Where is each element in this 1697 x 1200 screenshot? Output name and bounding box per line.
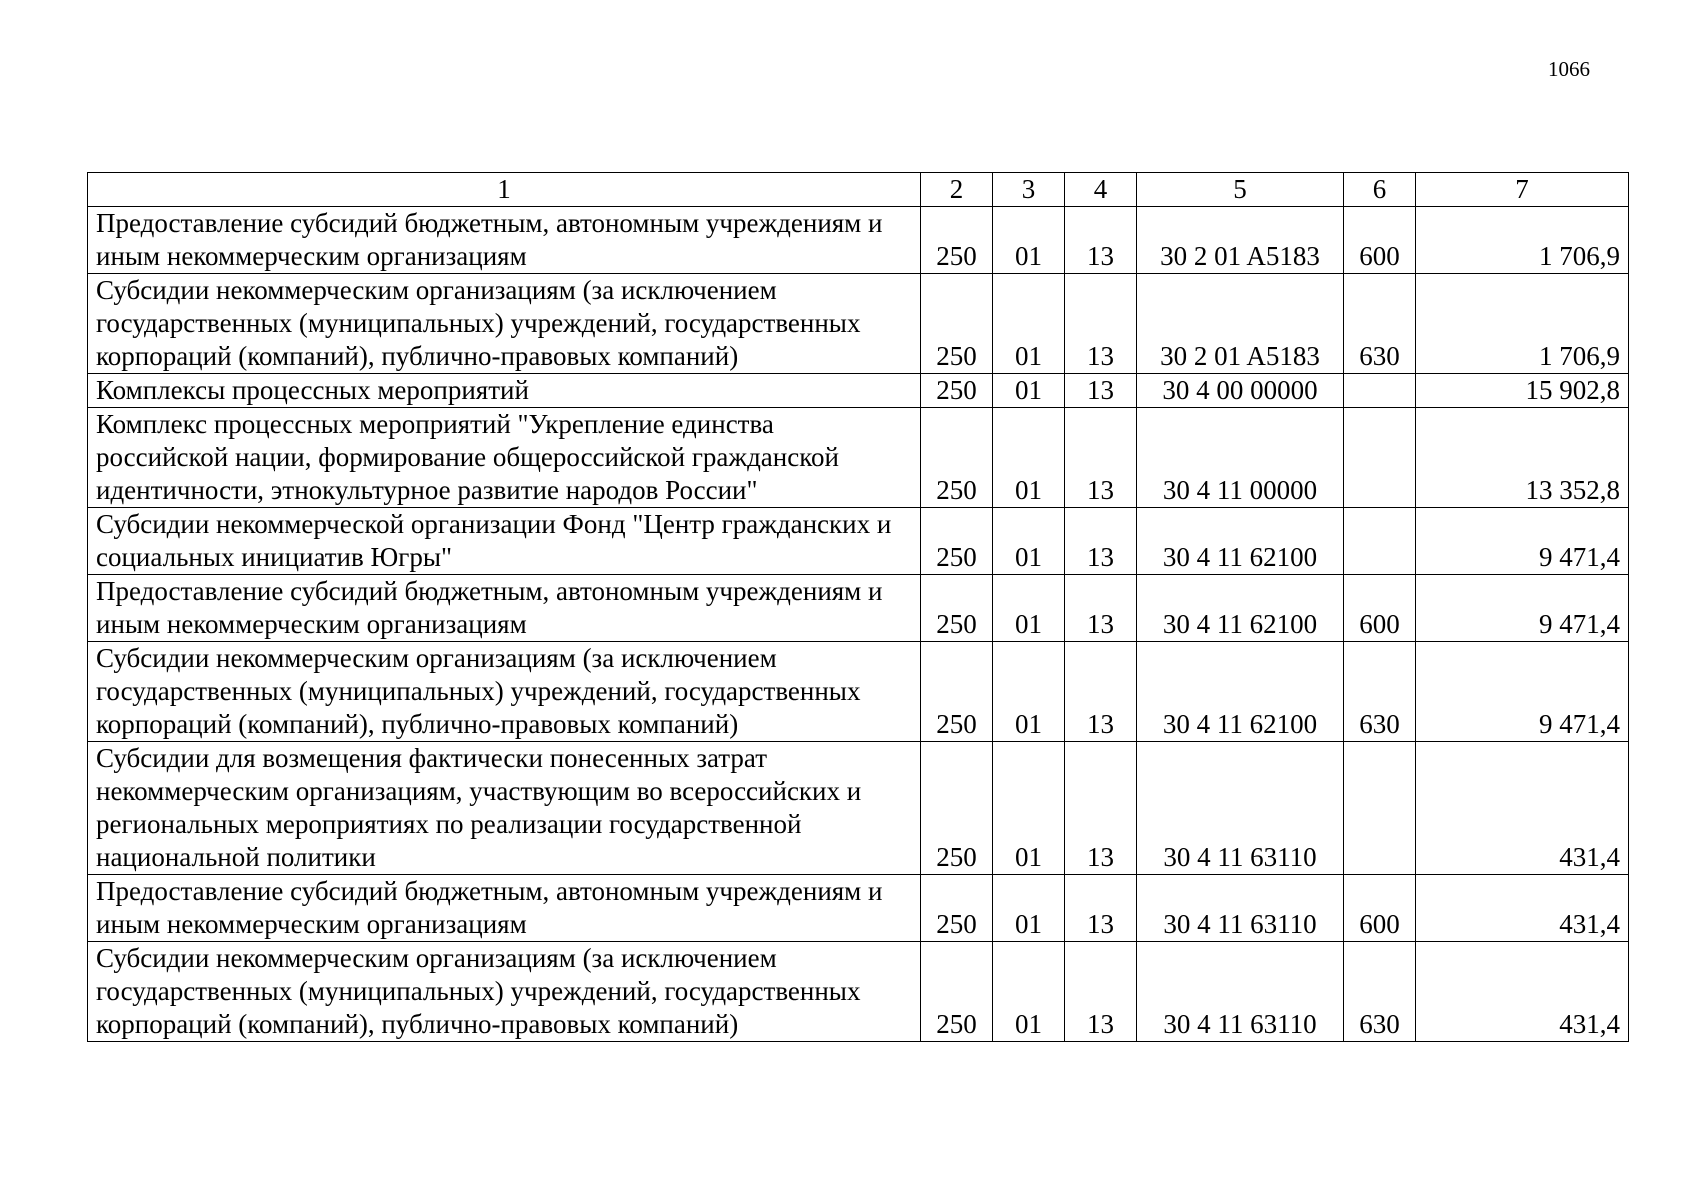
expense-type-code xyxy=(1344,374,1416,408)
podrazdel-code: 13 xyxy=(1065,942,1137,1042)
target-article-code: 30 2 01 A5183 xyxy=(1137,274,1344,374)
amount: 431,4 xyxy=(1416,875,1629,942)
amount: 9 471,4 xyxy=(1416,575,1629,642)
expense-type-code: 630 xyxy=(1344,942,1416,1042)
glava-code: 250 xyxy=(921,942,993,1042)
amount: 13 352,8 xyxy=(1416,408,1629,508)
glava-code: 250 xyxy=(921,642,993,742)
expense-type-code: 600 xyxy=(1344,875,1416,942)
target-article-code: 30 4 11 62100 xyxy=(1137,642,1344,742)
table-row xyxy=(88,274,1629,374)
expense-type-code: 630 xyxy=(1344,642,1416,742)
amount: 431,4 xyxy=(1416,942,1629,1042)
header-cell: 3 xyxy=(993,173,1065,207)
table-row xyxy=(88,875,1629,942)
table-row xyxy=(88,508,1629,575)
item-name: Комплексы процессных мероприятий xyxy=(88,374,921,408)
expense-type-code xyxy=(1344,408,1416,508)
table-row xyxy=(88,742,1629,875)
razdel-code: 01 xyxy=(993,374,1065,408)
razdel-code: 01 xyxy=(993,942,1065,1042)
razdel-code: 01 xyxy=(993,508,1065,575)
table-header-row xyxy=(88,173,1629,207)
razdel-code: 01 xyxy=(993,875,1065,942)
podrazdel-code: 13 xyxy=(1065,742,1137,875)
expense-type-code: 630 xyxy=(1344,274,1416,374)
table-row xyxy=(88,374,1629,408)
glava-code: 250 xyxy=(921,508,993,575)
glava-code: 250 xyxy=(921,575,993,642)
page-number: 1066 xyxy=(1548,57,1590,81)
header-cell: 6 xyxy=(1344,173,1416,207)
amount: 431,4 xyxy=(1416,742,1629,875)
glava-code: 250 xyxy=(921,875,993,942)
podrazdel-code: 13 xyxy=(1065,575,1137,642)
podrazdel-code: 13 xyxy=(1065,207,1137,274)
item-name: Субсидии некоммерческим организациям (за исключением государственных (муниципальных) учреждений, государственных корпораций (компаний), публично-правовых компаний) xyxy=(88,942,921,1042)
glava-code: 250 xyxy=(921,408,993,508)
target-article-code: 30 4 11 62100 xyxy=(1137,575,1344,642)
podrazdel-code: 13 xyxy=(1065,408,1137,508)
table-row xyxy=(88,642,1629,742)
item-name: Предоставление субсидий бюджетным, автономным учреждениям и иным некоммерческим организациям xyxy=(88,875,921,942)
glava-code: 250 xyxy=(921,274,993,374)
header-cell: 2 xyxy=(921,173,993,207)
glava-code: 250 xyxy=(921,374,993,408)
amount: 9 471,4 xyxy=(1416,508,1629,575)
target-article-code: 30 4 11 63110 xyxy=(1137,942,1344,1042)
expense-type-code xyxy=(1344,508,1416,575)
glava-code: 250 xyxy=(921,207,993,274)
razdel-code: 01 xyxy=(993,408,1065,508)
item-name: Субсидии для возмещения фактически понесенных затрат некоммерческим организациям, участвующим во всероссийских и региональных мероприятиях по реализации государственной национальной политики xyxy=(88,742,921,875)
podrazdel-code: 13 xyxy=(1065,374,1137,408)
expense-type-code: 600 xyxy=(1344,575,1416,642)
target-article-code: 30 4 11 63110 xyxy=(1137,742,1344,875)
item-name: Субсидии некоммерческим организациям (за исключением государственных (муниципальных) учреждений, государственных корпораций (компаний), публично-правовых компаний) xyxy=(88,274,921,374)
podrazdel-code: 13 xyxy=(1065,642,1137,742)
item-name: Субсидии некоммерческим организациям (за исключением государственных (муниципальных) учреждений, государственных корпораций (компаний), публично-правовых компаний) xyxy=(88,642,921,742)
amount: 9 471,4 xyxy=(1416,642,1629,742)
budget-table xyxy=(87,172,1629,1042)
header-cell: 7 xyxy=(1416,173,1629,207)
razdel-code: 01 xyxy=(993,207,1065,274)
expense-type-code: 600 xyxy=(1344,207,1416,274)
target-article-code: 30 4 11 63110 xyxy=(1137,875,1344,942)
glava-code: 250 xyxy=(921,742,993,875)
item-name: Предоставление субсидий бюджетным, автономным учреждениям и иным некоммерческим организациям xyxy=(88,575,921,642)
razdel-code: 01 xyxy=(993,575,1065,642)
table-row xyxy=(88,575,1629,642)
razdel-code: 01 xyxy=(993,642,1065,742)
podrazdel-code: 13 xyxy=(1065,875,1137,942)
podrazdel-code: 13 xyxy=(1065,508,1137,575)
amount: 1 706,9 xyxy=(1416,207,1629,274)
table-row xyxy=(88,408,1629,508)
table-row xyxy=(88,207,1629,274)
amount: 1 706,9 xyxy=(1416,274,1629,374)
target-article-code: 30 2 01 A5183 xyxy=(1137,207,1344,274)
podrazdel-code: 13 xyxy=(1065,274,1137,374)
item-name: Субсидии некоммерческой организации Фонд "Центр гражданских и социальных инициатив Югры" xyxy=(88,508,921,575)
target-article-code: 30 4 11 00000 xyxy=(1137,408,1344,508)
expense-type-code xyxy=(1344,742,1416,875)
razdel-code: 01 xyxy=(993,742,1065,875)
header-cell: 1 xyxy=(88,173,921,207)
razdel-code: 01 xyxy=(993,274,1065,374)
item-name: Предоставление субсидий бюджетным, автономным учреждениям и иным некоммерческим организациям xyxy=(88,207,921,274)
header-cell: 4 xyxy=(1065,173,1137,207)
header-cell: 5 xyxy=(1137,173,1344,207)
table-row xyxy=(88,942,1629,1042)
amount: 15 902,8 xyxy=(1416,374,1629,408)
target-article-code: 30 4 00 00000 xyxy=(1137,374,1344,408)
item-name: Комплекс процессных мероприятий "Укрепление единства российской нации, формирование общероссийской гражданской идентичности, этнокультурное развитие народов России" xyxy=(88,408,921,508)
target-article-code: 30 4 11 62100 xyxy=(1137,508,1344,575)
